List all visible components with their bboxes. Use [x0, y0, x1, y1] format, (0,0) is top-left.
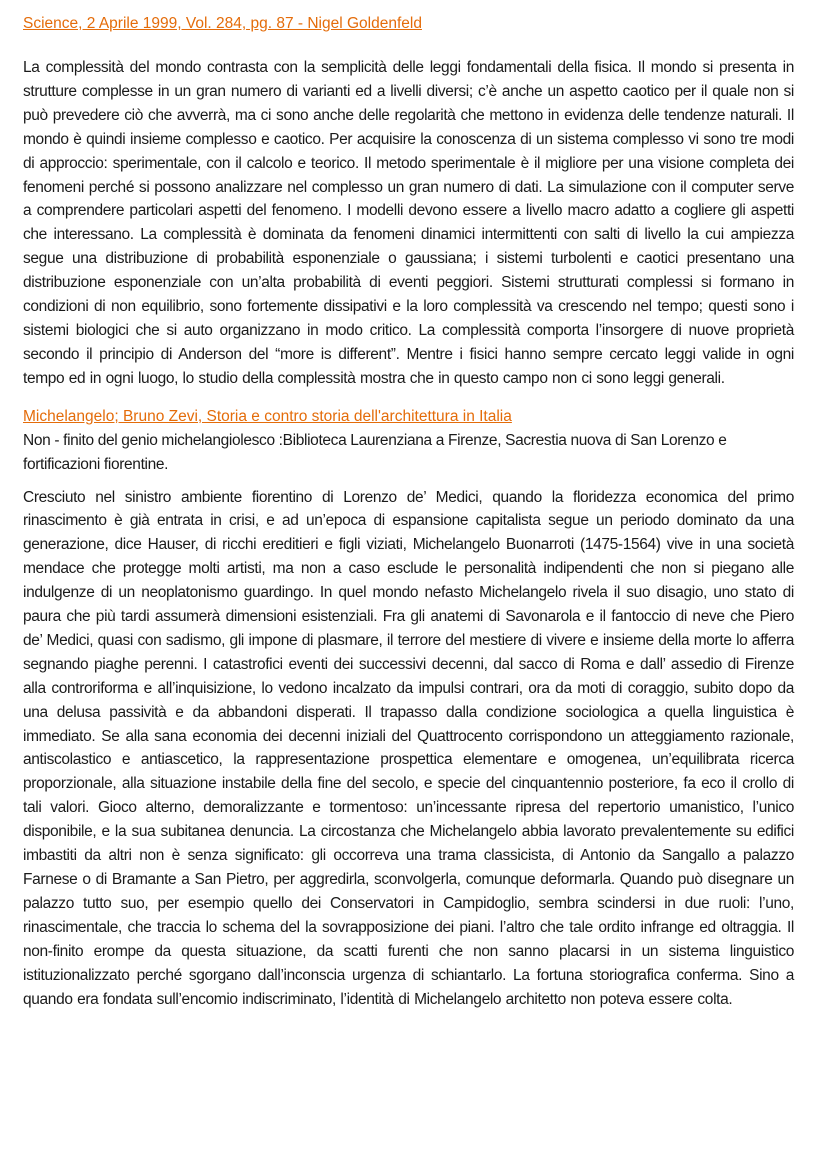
- paragraph-michelangelo: Cresciuto nel sinistro ambiente fiorentino di Lorenzo de’ Medici, quando la floridezza economica del primo rinascimento è già entrata in crisi, e ad un’epoca di espansione capitalista segue un periodo dominato da una generazione, dice Hauser, di ricchi ereditieri e figli viziati, Michelangelo Buonarroti (1475-1564) vive in una società mendace che protegge molti artisti, ma non a caso esclude le personalità indipendenti che non si piegano alle indulgenze di un neoplatonismo guardingo. In quel mondo nefasto Michelangelo rivela il suo disagio, uno stato di paura che più tardi assumerà dimensioni esistenziali. Fra gli anatemi di Savonarola e il fantoccio di neve che Piero de’ Medici, quasi con sadismo, gli impone di plasmare, il terrore del mestiere di vivere e insieme della morte lo afferra segnando piaghe perenni. I catastrofici eventi dei successivi decenni, dal sacco di Roma e dall’ assedio di Firenze alla controriforma e all’inquisizione, lo vedono incalzato da impulsi contrari, ora da moti di coraggio, subito dopo da una delusa passività e da abbandoni disperati. Il trapasso dalla condizione sociologica a quella linguistica è immediato. Se alla sana economia dei decenni iniziali del Quattrocento corrispondono un atteggiamento razionale, antiscolastico e antiascetico, la rappresentazione prospettica elementare e omogenea, un’equilibrata ricerca proporzionale, alla situazione instabile della fine del secolo, e specie del cinquantennio posteriore, fa eco il crollo di tali valori. Gioco alterno, demoralizzante e tormentoso: un’incessante ripresa del repertorio umanistico, l’unico disponibile, e la sua subitanea denuncia. La circostanza che Michelangelo abbia lavorato prevalentemente su edifici imbastiti da altri non è senza significato: gli occorreva una trama classicista, di Antonio da Sangallo a palazzo Farnese o di Bramante a San Pietro, per aggredirla, sconvolgerla, comunque deformarla. Quando può disegnare un palazzo tutto suo, per esempio quello dei Conservatori in Campidoglio, sembra scindersi in due ruoli: l’uno, rinascimentale, che traccia lo schema del la sovrapposizione dei piani. l’altro che tale ordito infrange ed oltraggia. Il non-finito erompe da questa situazione, da scatti furenti che non sanno placarsi in un sistema linguistico istituzionalizzato perché sgorgano dall’inconscia urgenza di schiantarlo. La fortuna storiografica conferma. Sino a quando era fondata sull’encomio indiscriminato, l’identità di Michelangelo architetto non poteva essere colta.: [23, 488, 794, 1008]
- section-subtitle: Non - finito del genio michelangiolesco :Biblioteca Laurenziana a Firenze, Sacrestia nuova di San Lorenzo e fortificazioni fiorentine.: [23, 431, 727, 473]
- citation-link-michelangelo[interactable]: Michelangelo; Bruno Zevi, Storia e contro storia dell'architettura in Italia: [23, 407, 512, 425]
- citation-link-science[interactable]: Science, 2 Aprile 1999, Vol. 284, pg. 87 - Nigel Goldenfeld: [23, 15, 422, 32]
- paragraph-gap: [23, 477, 794, 486]
- document-page: [23, 12, 794, 1011]
- section-divider: [23, 391, 794, 405]
- paragraph-complexity: La complessità del mondo contrasta con la semplicità delle leggi fondamentali della fisica. Il mondo si presenta in strutture complesse in un gran numero di varianti ed a livelli diversi; c’è anche un aspetto caotico per il quale non si può prevedere ciò che avverrà, ma ci sono anche delle regolarità che mettono in evidenza delle tendenze naturali. Il mondo è quindi insieme complesso e caotico. Per acquisire la conoscenza di un sistema complesso vi sono tre modi di approccio: sperimentale, con il calcolo e teorico. Il metodo sperimentale è il migliore per una visione completa dei fenomeni perché si possono analizzare nel complesso un gran numero di dati. La simulazione con il computer serve a comprendere particolari aspetti del fenomeno. I modelli devono essere a livello macro adatto a cogliere gli aspetti che interessano. La complessità è dominata da fenomeni dinamici intermittenti con salti di livello la cui ampiezza segue una distribuzione di probabilità esponenziale o gaussiana; i sistemi turbolenti e caotici presentano una distribuzione esponenziale con un’alta probabilità di eventi peggiori. Sistemi strutturati complessi si formano in condizioni di non equilibrio, sono fortemente dissipativi e la loro complessità va crescendo nel tempo; questi sono i sistemi biologici che si auto organizzano in modo critico. La complessità comporta l’insorgere di nuove proprietà secondo il principio di Anderson del “more is different”. Mentre i fisici hanno sempre cercato leggi valide in ogni tempo ed in ogni luogo, lo studio della complessità mostra che in questo campo non ci sono leggi generali.: [23, 59, 794, 387]
